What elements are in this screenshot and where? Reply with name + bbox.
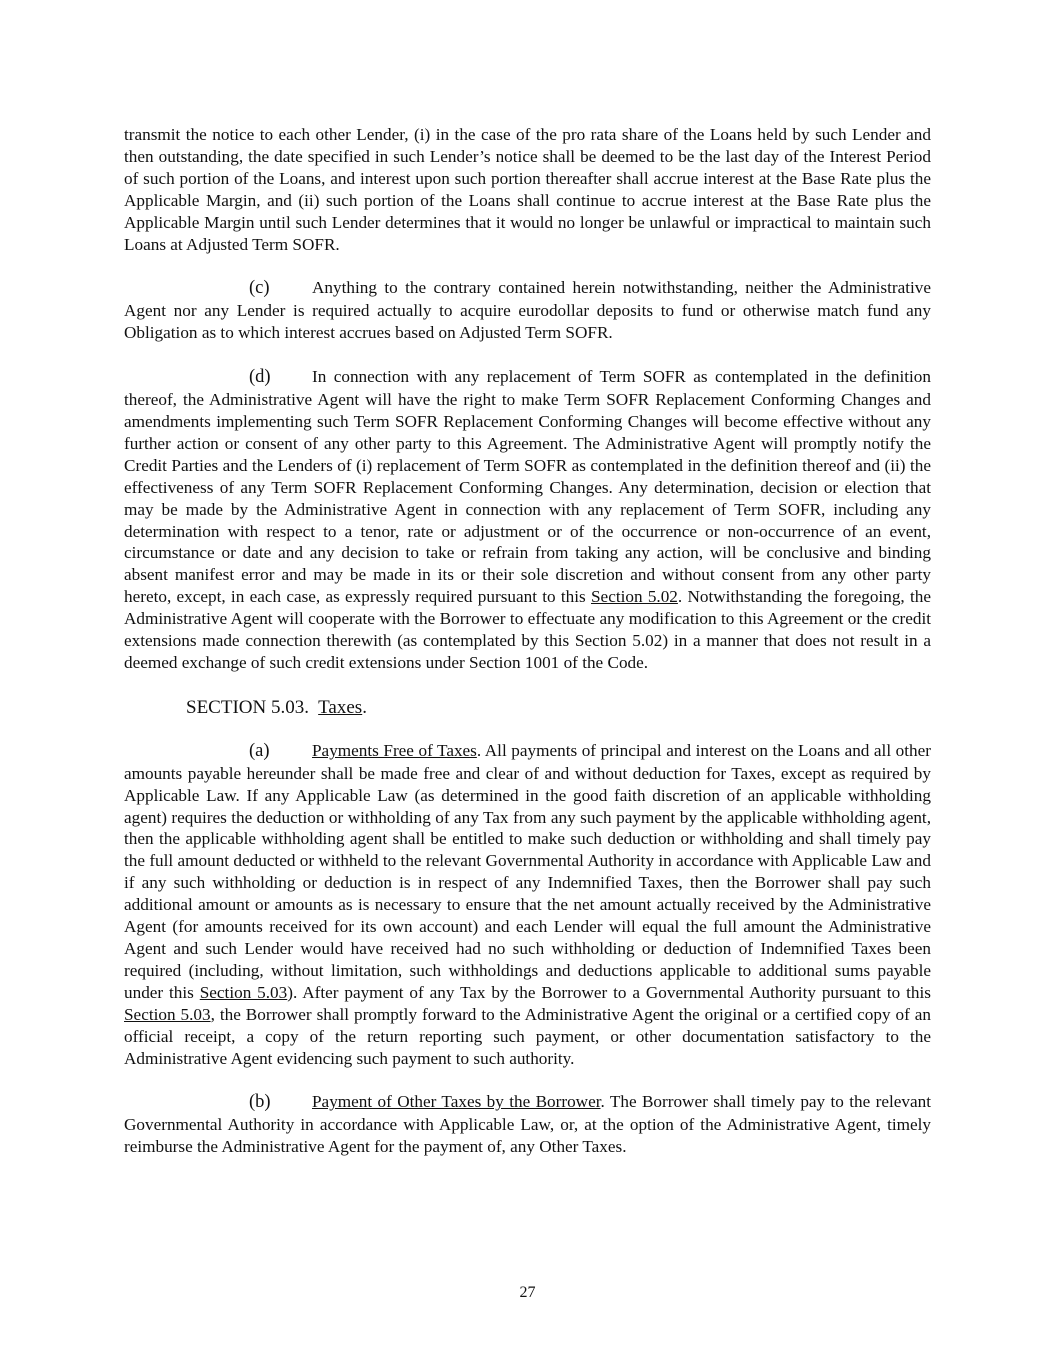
section-heading-503 bbox=[186, 696, 931, 720]
section-title-period: . bbox=[362, 696, 367, 718]
paragraph-d-text-2: . Notwithstanding the foregoing, the Administrative Agent will cooperate with the Borrower to effectuate any modification to this Agreement or the credit extensions made connection therewith (as contemplated by this Section 5.02) in a manner that does not result in a deemed exchange of such credit extensions under Section 1001 of the Code. bbox=[124, 587, 931, 672]
paragraph-a-text-1: . All payments of principal and interest on the Loans and all other amounts payable hereunder shall be made free and clear of and without deduction for Taxes, except as required by Applicable Law. If any Applicable Law (as determined in the good faith discretion of an applicable withholding agent) requires the deduction or withholding of any Tax from any such payment by the applicable withholding agent, then the applicable withholding agent shall be entitled to make such deduction or withholding and shall timely pay the full amount deducted or withheld to the relevant Governmental Authority in accordance with Applicable Law and if any such withholding or deduction is in respect of any Indemnified Taxes, then the Borrower shall pay such additional amount or amounts as is necessary to ensure that the net amount actually received by the Administrative Agent (for amounts received for its own account) and each Lender will equal the full amount the Administrative Agent and such Lender would have received had no such withholding or deduction of Indemnified Taxes been required (including, without limitation, such withholdings and deductions applicable to additional sums payable under this bbox=[124, 740, 931, 1002]
paragraph-c-text: Anything to the contrary contained herein notwithstanding, neither the Administrative Agent nor any Lender is required actually to acquire eurodollar deposits to fund or otherwise match fund any Obligation as to which interest accrues based on Adjusted Term SOFR. bbox=[124, 278, 931, 343]
paragraph-a-text-2: ). After payment of any Tax by the Borrower to a Governmental Authority pursuant to this bbox=[287, 982, 931, 1002]
paragraph-continuation: transmit the notice to each other Lender, (i) in the case of the pro rata share of the Loans held by such Lender and then outstanding, the date specified in such Lender’s notice shall be deemed to be the last day of the Interest Period of such portion of the Loans, and interest upon such portion thereafter shall accrue interest at the Base Rate plus the Applicable Margin, and (ii) such portion of the Loans shall continue to accrue interest at the Base Rate plus the Applicable Margin until such Lender determines that it would no longer be unlawful or impractical to maintain such Loans at Adjusted Term SOFR. bbox=[124, 125, 931, 254]
section-503-reference: Section 5.03 bbox=[124, 1004, 211, 1024]
paragraph-d bbox=[124, 366, 931, 674]
paragraph-a-text-3: , the Borrower shall promptly forward to the Administrative Agent the original or a certified copy of an official receipt, a copy of the return reporting such payment, or other documentation satisfactory to the Administrative Agent evidencing such payment to such authority. bbox=[124, 1004, 931, 1068]
paragraph-d-text-1: In connection with any replacement of Term SOFR as contemplated in the definition thereof, the Administrative Agent will have the right to make Term SOFR Replacement Conforming Changes and amendments implementing such Term SOFR Replacement Conforming Changes will become effective without any further action or consent of any other party to this Agreement. The Administrative Agent will promptly notify the Credit Parties and the Lenders of (i) replacement of Term SOFR as contemplated in the definition thereof and (ii) the effectiveness of any Term SOFR Replacement Conforming Changes. Any determination, decision or election that may be made by the Administrative Agent in connection with any replacement of Term SOFR, including any determination with respect to a tenor, rate or adjustment or of the occurrence or non-occurrence of an event, circumstance or date and any decision to take or refrain from taking any action, will be conclusive and binding absent manifest error and may be made in its or their sole discretion and without consent from any other party hereto, except, in each case, as expressly required pursuant to this bbox=[124, 367, 931, 607]
paragraph-a-heading: Payments Free of Taxes bbox=[312, 740, 477, 760]
paragraph-b-heading: Payment of Other Taxes by the Borrower bbox=[312, 1092, 601, 1112]
paragraph-c bbox=[124, 277, 931, 344]
page-number: 27 bbox=[519, 1284, 536, 1301]
section-502-reference: Section 5.02 bbox=[591, 587, 678, 607]
section-503-reference: Section 5.03 bbox=[199, 982, 288, 1002]
clause-marker-d: (d) bbox=[249, 367, 271, 388]
section-number: SECTION 5.03. bbox=[186, 696, 309, 718]
section-title: Taxes bbox=[318, 696, 363, 718]
clause-marker-b: (b) bbox=[249, 1092, 271, 1113]
paragraph-b bbox=[124, 1091, 931, 1158]
clause-marker-c: (c) bbox=[249, 278, 270, 299]
paragraph-b-text: . The Borrower shall timely pay to the relevant Governmental Authority in accordance with Applicable Law, or, at the option of the Administrative Agent, timely reimburse the Administrative Agent for the payment of, any Other Taxes. bbox=[124, 1092, 931, 1157]
paragraph-a bbox=[124, 740, 931, 1070]
clause-marker-a: (a) bbox=[249, 740, 270, 761]
document-page bbox=[124, 124, 931, 1180]
